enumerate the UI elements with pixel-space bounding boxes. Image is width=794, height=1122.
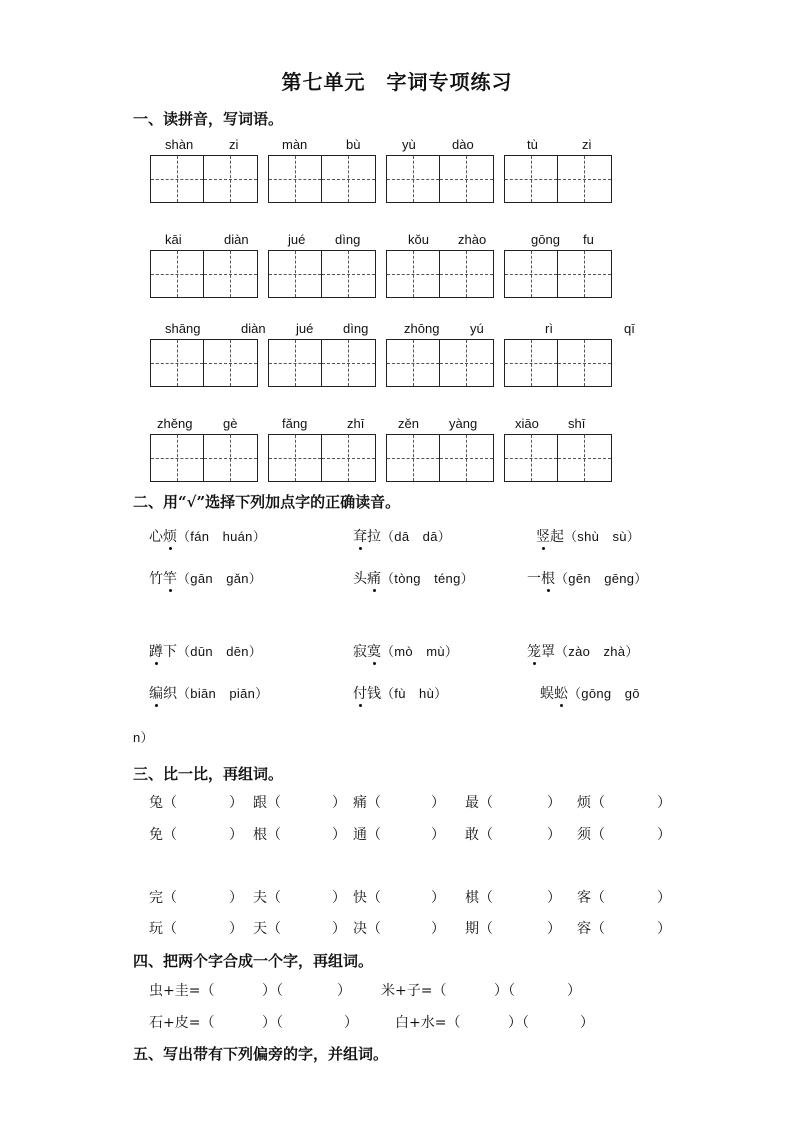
word-char: 拉 <box>367 529 381 545</box>
compare-item: 天（ <box>253 921 281 937</box>
pinyin-label: zi <box>229 137 239 152</box>
dotted-char: 痛 <box>367 571 381 587</box>
answer-blank[interactable]: ） <box>567 983 581 999</box>
word-char: 蜈 <box>540 686 554 702</box>
pinyin-label: dìng <box>343 321 369 336</box>
answer-blank-close[interactable]: ） <box>547 890 561 906</box>
pinyin-options: （mò mù） <box>381 644 459 659</box>
grid-cell[interactable] <box>151 340 204 386</box>
reading-item[interactable] <box>353 526 451 546</box>
answer-blank-close[interactable]: ） <box>229 827 243 843</box>
grid-cell[interactable] <box>505 156 558 202</box>
grid-cell[interactable] <box>204 435 257 481</box>
reading-item[interactable] <box>353 683 447 703</box>
grid-guide-line <box>230 156 231 202</box>
pinyin-label: dìng <box>335 232 361 247</box>
pinyin-options: （gōng gō <box>568 686 640 701</box>
answer-blank-close[interactable]: ） <box>229 795 243 811</box>
pinyin-label: yú <box>470 321 484 336</box>
grid-cell[interactable] <box>151 251 204 297</box>
section-1-heading: 一、读拼音，写词语。 <box>133 110 284 128</box>
pinyin-label: bù <box>346 137 361 152</box>
compare-item: 棋（ <box>465 890 493 906</box>
grid-guide-line <box>295 435 296 481</box>
grid-cell[interactable] <box>558 251 611 297</box>
section-4-heading: 四、把两个字合成一个字，再组词。 <box>133 952 374 970</box>
grid-guide-line <box>413 435 414 481</box>
grid-cell[interactable] <box>387 251 440 297</box>
writing-grid[interactable] <box>504 155 612 203</box>
writing-grid[interactable] <box>150 339 258 387</box>
grid-cell[interactable] <box>269 435 322 481</box>
pinyin-label: yù <box>402 137 416 152</box>
pinyin-label: rì <box>545 321 553 336</box>
pinyin-label: qī <box>624 321 635 336</box>
grid-cell[interactable] <box>558 340 611 386</box>
pinyin-label: fǎng <box>282 416 308 431</box>
reading-item[interactable] <box>353 568 474 588</box>
pinyin-label: kǒu <box>408 232 429 247</box>
grid-guide-line <box>531 435 532 481</box>
grid-cell[interactable] <box>440 156 493 202</box>
combine-question: 石+皮=（ <box>149 1015 215 1031</box>
grid-cell[interactable] <box>269 251 322 297</box>
answer-blank[interactable]: ） <box>337 983 351 999</box>
answer-blank-close[interactable]: ） <box>332 795 346 811</box>
grid-guide-line <box>466 156 467 202</box>
grid-guide-line <box>230 251 231 297</box>
grid-guide-line <box>584 340 585 386</box>
answer-blank-close[interactable]: ） <box>332 827 346 843</box>
compare-item: 兔（ <box>149 795 177 811</box>
reading-item[interactable] <box>149 568 262 588</box>
writing-grid[interactable] <box>386 339 494 387</box>
writing-grid[interactable] <box>268 434 376 482</box>
pinyin-label: zhěng <box>157 416 193 431</box>
writing-grid[interactable] <box>386 434 494 482</box>
pinyin-label: kāi <box>165 232 182 247</box>
word-char: 竹 <box>149 571 163 587</box>
grid-guide-line <box>413 251 414 297</box>
grid-guide-line <box>177 340 178 386</box>
grid-cell[interactable] <box>269 340 322 386</box>
answer-blank[interactable]: ）（ <box>262 1015 283 1031</box>
answer-blank-close[interactable]: ） <box>431 827 445 843</box>
answer-blank[interactable]: ）（ <box>262 983 283 999</box>
grid-cell[interactable] <box>322 251 375 297</box>
pinyin-options: （dūn dēn） <box>177 644 263 659</box>
reading-item[interactable] <box>149 641 262 661</box>
reading-wrap-text: n） <box>133 730 154 745</box>
pinyin-label: xiāo <box>515 416 539 431</box>
pinyin-options: （fù hù） <box>381 686 448 701</box>
word-char: 头 <box>353 571 367 587</box>
word-char: 寂 <box>353 644 367 660</box>
answer-blank-close[interactable]: ） <box>229 921 243 937</box>
pinyin-label: yàng <box>449 416 478 431</box>
pinyin-label: diàn <box>241 321 266 336</box>
pinyin-options: （biān piān） <box>177 686 269 701</box>
reading-item[interactable] <box>149 683 268 703</box>
combine-question: 白+水=（ <box>395 1015 461 1031</box>
pinyin-label: màn <box>282 137 308 152</box>
pinyin-label: zhī <box>347 416 365 431</box>
writing-grid[interactable] <box>504 434 612 482</box>
reading-item[interactable] <box>540 683 640 703</box>
pinyin-label: gè <box>223 416 238 431</box>
word-char: 罩 <box>541 644 555 660</box>
grid-cell[interactable] <box>387 156 440 202</box>
grid-guide-line <box>177 156 178 202</box>
dotted-char: 蚣 <box>554 686 568 702</box>
section-3-heading: 三、比一比，再组词。 <box>133 765 284 783</box>
grid-guide-line <box>295 251 296 297</box>
grid-cell[interactable] <box>269 156 322 202</box>
compare-item: 烦（ <box>577 795 605 811</box>
grid-guide-line <box>348 251 349 297</box>
compare-item: 快（ <box>353 890 381 906</box>
reading-item[interactable] <box>527 568 648 588</box>
grid-guide-line <box>466 340 467 386</box>
writing-grid[interactable] <box>268 339 376 387</box>
writing-grid[interactable] <box>386 250 494 298</box>
writing-grid[interactable] <box>150 250 258 298</box>
compare-item: 痛（ <box>353 795 381 811</box>
grid-cell[interactable] <box>505 340 558 386</box>
dotted-char: 编 <box>149 686 163 702</box>
answer-blank[interactable]: ） <box>344 1015 358 1031</box>
grid-guide-line <box>531 156 532 202</box>
pinyin-label: jué <box>296 321 314 336</box>
pinyin-label: zhōng <box>404 321 440 336</box>
answer-blank-close[interactable]: ） <box>431 921 445 937</box>
section-5-heading: 五、写出带有下列偏旁的字，并组词。 <box>133 1045 389 1063</box>
grid-guide-line <box>295 156 296 202</box>
pinyin-options: （gēn gēng） <box>555 571 648 586</box>
compare-item: 玩（ <box>149 921 177 937</box>
page-title: 第七单元 字词专项练习 <box>281 70 513 94</box>
grid-cell[interactable] <box>558 156 611 202</box>
answer-blank[interactable]: ）（ <box>508 1015 529 1031</box>
answer-blank-close[interactable]: ） <box>332 890 346 906</box>
grid-guide-line <box>230 340 231 386</box>
answer-blank-close[interactable]: ） <box>657 795 671 811</box>
grid-guide-line <box>413 340 414 386</box>
compare-item: 容（ <box>577 921 605 937</box>
answer-blank[interactable]: ） <box>580 1015 594 1031</box>
compare-item: 须（ <box>577 827 605 843</box>
compare-item: 免（ <box>149 827 177 843</box>
pinyin-options: （fán huán） <box>177 529 266 544</box>
compare-item: 客（ <box>577 890 605 906</box>
pinyin-label: tù <box>527 137 538 152</box>
writing-grid[interactable] <box>268 155 376 203</box>
answer-blank-close[interactable]: ） <box>431 890 445 906</box>
grid-cell[interactable] <box>322 435 375 481</box>
pinyin-options: （gān gǎn） <box>177 571 263 586</box>
pinyin-label: zhào <box>458 232 487 247</box>
compare-item: 夫（ <box>253 890 281 906</box>
writing-grid[interactable] <box>150 434 258 482</box>
grid-guide-line <box>584 156 585 202</box>
grid-guide-line <box>230 435 231 481</box>
pinyin-options: （dā dā） <box>381 529 452 544</box>
pinyin-label: jué <box>288 232 306 247</box>
grid-guide-line <box>348 156 349 202</box>
answer-blank-close[interactable]: ） <box>657 921 671 937</box>
pinyin-label: shāng <box>165 321 201 336</box>
grid-guide-line <box>348 340 349 386</box>
grid-cell[interactable] <box>204 251 257 297</box>
pinyin-label: fu <box>583 232 594 247</box>
reading-item[interactable] <box>527 641 639 661</box>
answer-blank-close[interactable]: ） <box>547 795 561 811</box>
pinyin-label: dào <box>452 137 474 152</box>
reading-item[interactable] <box>149 526 266 546</box>
grid-cell[interactable] <box>204 340 257 386</box>
answer-blank-close[interactable]: ） <box>332 921 346 937</box>
word-char: 钱 <box>367 686 381 702</box>
grid-guide-line <box>295 340 296 386</box>
combine-question: 虫+圭=（ <box>149 983 215 999</box>
writing-grid[interactable] <box>386 155 494 203</box>
grid-cell[interactable] <box>387 435 440 481</box>
word-char: 织 <box>163 686 177 702</box>
compare-item: 期（ <box>465 921 493 937</box>
writing-grid[interactable] <box>150 155 258 203</box>
grid-cell[interactable] <box>204 156 257 202</box>
compare-item: 跟（ <box>253 795 281 811</box>
grid-guide-line <box>531 340 532 386</box>
writing-grid[interactable] <box>268 250 376 298</box>
grid-guide-line <box>413 156 414 202</box>
dotted-char: 寞 <box>367 644 381 660</box>
writing-grid[interactable] <box>504 339 612 387</box>
pinyin-label: zi <box>582 137 592 152</box>
compare-item: 通（ <box>353 827 381 843</box>
word-char: 起 <box>550 529 564 545</box>
dotted-char: 竿 <box>163 571 177 587</box>
compare-item: 根（ <box>253 827 281 843</box>
dotted-char: 烦 <box>163 529 177 545</box>
pinyin-label: diàn <box>224 232 249 247</box>
grid-cell[interactable] <box>151 156 204 202</box>
reading-item[interactable] <box>353 641 458 661</box>
pinyin-label: gōng <box>531 232 560 247</box>
answer-blank-close[interactable]: ） <box>657 890 671 906</box>
grid-cell[interactable] <box>151 435 204 481</box>
combine-question: 米+子=（ <box>381 983 447 999</box>
pinyin-label: shī <box>568 416 586 431</box>
pinyin-options: （shù sù） <box>564 529 641 544</box>
grid-guide-line <box>348 435 349 481</box>
grid-cell[interactable] <box>558 435 611 481</box>
word-char: 下 <box>163 644 177 660</box>
grid-cell[interactable] <box>322 156 375 202</box>
reading-item[interactable] <box>536 526 640 546</box>
dotted-char: 笼 <box>527 644 541 660</box>
grid-guide-line <box>584 435 585 481</box>
compare-item: 敢（ <box>465 827 493 843</box>
word-char: 心 <box>149 529 163 545</box>
dotted-char: 蹲 <box>149 644 163 660</box>
pinyin-options: （tòng téng） <box>381 571 474 586</box>
writing-grid[interactable] <box>504 250 612 298</box>
dotted-char: 竖 <box>536 529 550 545</box>
answer-blank-close[interactable]: ） <box>547 921 561 937</box>
answer-blank-close[interactable]: ） <box>547 827 561 843</box>
grid-cell[interactable] <box>505 251 558 297</box>
dotted-char: 付 <box>353 686 367 702</box>
grid-cell[interactable] <box>505 435 558 481</box>
compare-item: 最（ <box>465 795 493 811</box>
answer-blank-close[interactable]: ） <box>229 890 243 906</box>
dotted-char: 根 <box>541 571 555 587</box>
answer-blank-close[interactable]: ） <box>431 795 445 811</box>
grid-cell[interactable] <box>387 340 440 386</box>
pinyin-label: zěn <box>398 416 419 431</box>
dotted-char: 耷 <box>353 529 367 545</box>
grid-cell[interactable] <box>440 435 493 481</box>
grid-guide-line <box>466 251 467 297</box>
answer-blank[interactable]: ）（ <box>494 983 515 999</box>
compare-item: 决（ <box>353 921 381 937</box>
grid-cell[interactable] <box>440 251 493 297</box>
pinyin-options: （zào zhà） <box>555 644 639 659</box>
grid-cell[interactable] <box>440 340 493 386</box>
grid-guide-line <box>584 251 585 297</box>
grid-cell[interactable] <box>322 340 375 386</box>
grid-guide-line <box>177 435 178 481</box>
grid-guide-line <box>531 251 532 297</box>
section-2-heading: 二、用“√”选择下列加点字的正确读音。 <box>133 493 401 511</box>
pinyin-label: shàn <box>165 137 194 152</box>
grid-guide-line <box>466 435 467 481</box>
answer-blank-close[interactable]: ） <box>657 827 671 843</box>
word-char: 一 <box>527 571 541 587</box>
grid-guide-line <box>177 251 178 297</box>
compare-item: 完（ <box>149 890 177 906</box>
